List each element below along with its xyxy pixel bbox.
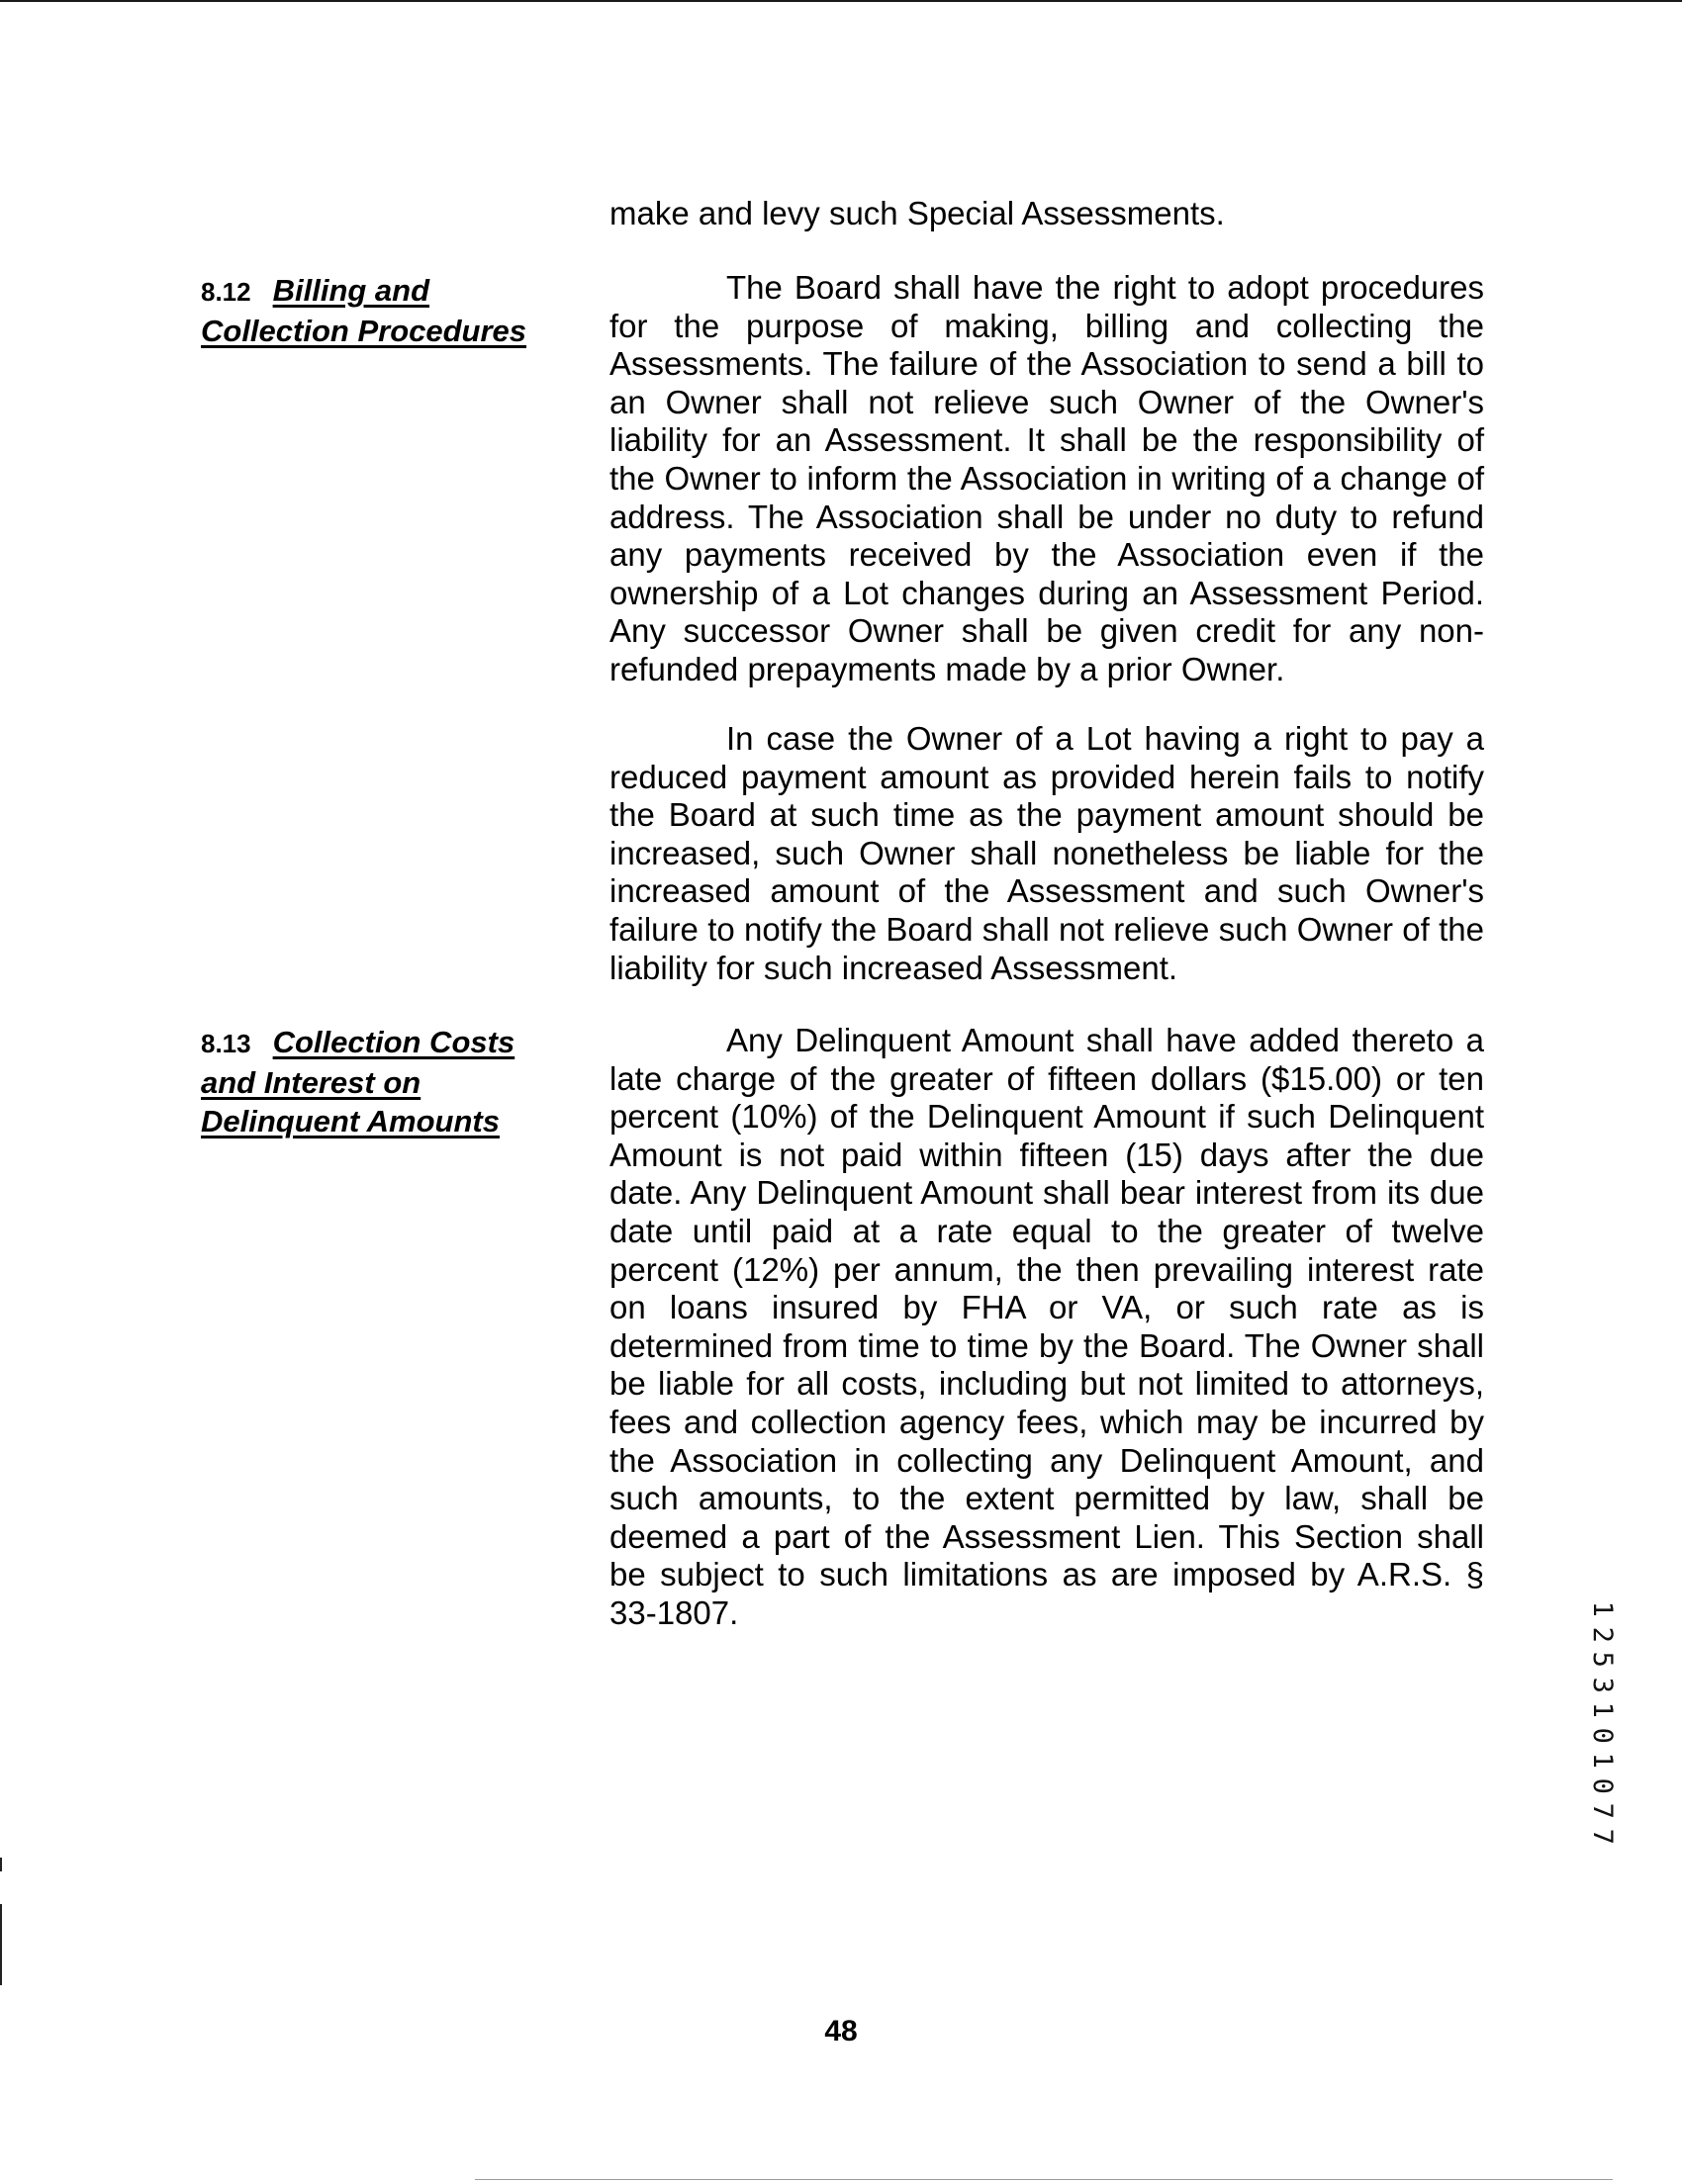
section-number: 8.12	[201, 277, 251, 307]
paragraph: In case the Owner of a Lot having a right to pay a reduced payment amount as provided herein fails to notify the Board at such time as the payment amount should be increased, such Owner shall nonetheless be liable for the increased amount of the Assessment and such Owner's failure to notify the Board shall not relieve such Owner of the liability for such increased Assessment.	[609, 720, 1484, 986]
section-title-line: Collection Procedures	[201, 314, 527, 348]
paragraph: The Board shall have the right to adopt procedures for the purpose of making, billing and collecting the Assessments. The failure of the Association to send a bill to an Owner shall not relieve such Owner of the Owner's liability for an Assessment. It shall be the responsibility of the Owner to inform the Association in writing of a change of address. The Association shall be under no duty to refund any payments received by the Association even if the ownership of a Lot changes during an Assessment Period. Any successor Owner shall be given credit for any non-refunded prepayments made by a prior Owner.	[609, 269, 1484, 687]
stamp-digit: 1	[1586, 1701, 1618, 1718]
recording-stamp	[1587, 1596, 1617, 1849]
section-title-line: and Interest on	[201, 1065, 421, 1100]
stamp-digit: 1	[1586, 1600, 1618, 1617]
section-heading-8-13	[201, 1023, 587, 1140]
stamp-digit: 7	[1586, 1802, 1618, 1819]
scan-mark-left	[0, 1858, 2, 1871]
stamp-digit: 0	[1586, 1777, 1618, 1794]
section-heading-8-12	[201, 271, 587, 350]
continuation-text: make and levy such Special Assessments.	[609, 195, 1225, 231]
section-title-line: Billing and	[272, 273, 430, 308]
scan-mark-left	[0, 1904, 2, 1985]
section-title-line: Delinquent Amounts	[201, 1104, 500, 1138]
stamp-digit: 5	[1586, 1651, 1618, 1668]
section-title-line: Collection Costs	[272, 1025, 515, 1059]
paragraph: Any Delinquent Amount shall have added thereto a late charge of the greater of fifteen dollars ($15.00) or ten percent (10%) of the Delinquent Amount if such Delinquent Amount is not paid within fifteen (15) days after the due date. Any Delinquent Amount shall bear interest from its due date until paid at a rate equal to the greater of twelve percent (12%) per annum, the then prevailing interest rate on loans insured by FHA or VA, or such rate as is determined from time to time by the Board. The Owner shall be liable for all costs, including but not limited to attorneys, fees and collection agency fees, which may be incurred by the Association in collecting any Delinquent Amount, and such amounts, to the extent permitted by law, shall be deemed a part of the Assessment Lien. This Section shall be subject to such limitations as are imposed by A.R.S. § 33-1807.	[609, 1022, 1484, 1631]
scan-edge-top	[0, 0, 1682, 2]
section-number: 8.13	[201, 1029, 251, 1058]
stamp-digit: 7	[1586, 1828, 1618, 1845]
stamp-digit: 1	[1586, 1752, 1618, 1769]
scan-edge-bottom	[475, 2179, 1613, 2180]
page-number: 48	[824, 2015, 858, 2048]
stamp-digit: 3	[1586, 1677, 1618, 1693]
stamp-digit: 0	[1586, 1727, 1618, 1744]
stamp-digit: 2	[1586, 1626, 1618, 1643]
